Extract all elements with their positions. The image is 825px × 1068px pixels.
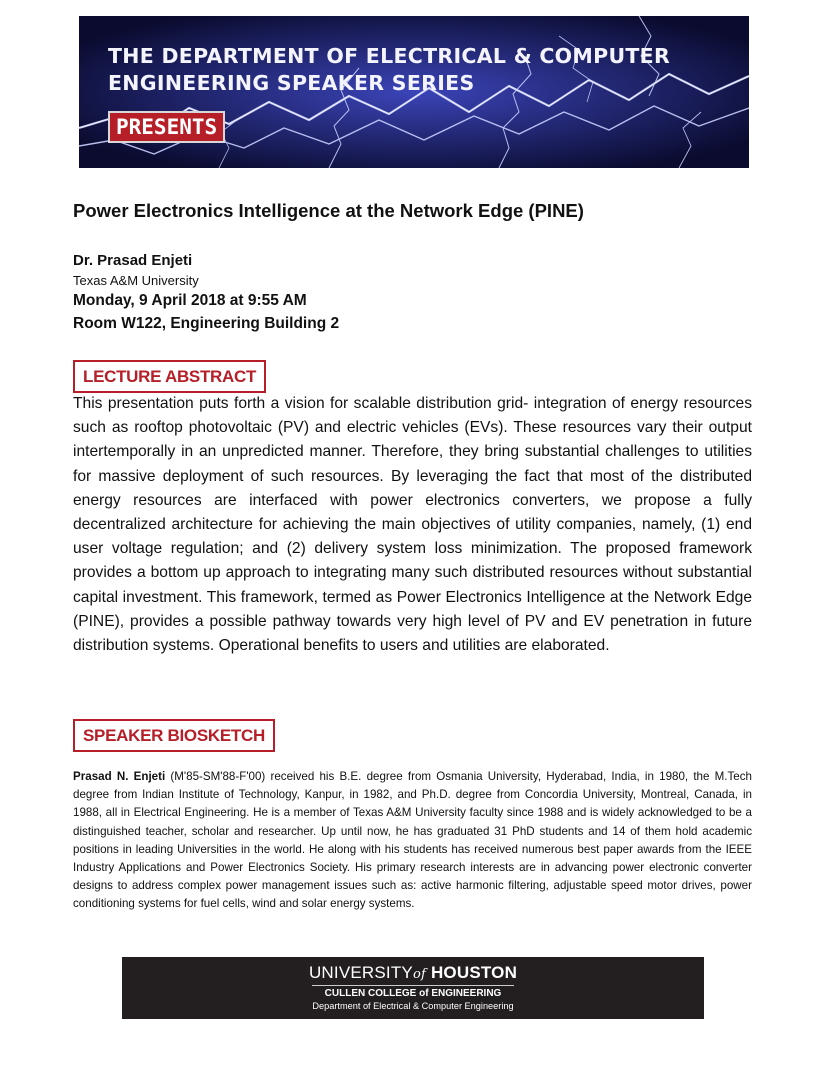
university-wordmark	[122, 963, 704, 983]
event-datetime: Monday, 9 April 2018 at 9:55 AM	[73, 292, 307, 309]
footer-divider	[312, 985, 514, 986]
talk-title: Power Electronics Intelligence at the Network Edge (PINE)	[73, 200, 584, 221]
biosketch-text	[73, 768, 752, 914]
abstract-heading: LECTURE ABSTRACT	[73, 360, 266, 393]
banner-title-line2: ENGINEERING SPEAKER SERIES	[108, 71, 475, 95]
speaker-name: Dr. Prasad Enjeti	[73, 252, 193, 269]
banner-title-line1: THE DEPARTMENT OF ELECTRICAL & COMPUTER	[108, 44, 671, 68]
speaker-affiliation: Texas A&M University	[73, 273, 199, 288]
biosketch-body: (M'85-SM'88-F'00) received his B.E. degree from Osmania University, Hyderabad, India, in 1980, the M.Tech degree from Indian Institute of Technology, Kanpur, in 1982, and Ph.D. degree from Concordia University, Montreal, Canada, in 1988, all in Electrical Engineering. He is a member of Texas A&M University faculty since 1988 and is widely acknowledged to be a distinguished teacher, scholar and researcher. Up until now, he has graduated 31 PhD students and 14 of them hold academic positions in leading Universities in the world. He along with his students has received numerous best paper awards from the IEEE Industry Applications and Power Electronics Society. His primary research interests are in advancing power electronic converter designs to address complex power management issues such as: active harmonic filtering, adjustable speed motor drives, power conditioning systems for fuel cells, wind and solar energy systems.	[73, 770, 752, 911]
biosketch-name: Prasad N. Enjeti	[73, 770, 166, 783]
wordmark-houston: HOUSTON	[430, 963, 518, 982]
wordmark-of: of	[412, 967, 427, 982]
university-footer-logo	[122, 957, 704, 1019]
event-room: Room W122, Engineering Building 2	[73, 315, 340, 332]
presents-label: PRESENTS	[108, 111, 225, 143]
speaker-series-banner	[79, 16, 749, 168]
wordmark-university: UNIVERSITY	[308, 963, 413, 982]
college-name: CULLEN COLLEGE of ENGINEERING	[324, 988, 502, 999]
abstract-text: This presentation puts forth a vision for scalable distribution grid- integration of energy resources such as rooftop photovoltaic (PV) and electric vehicles (EVs). These resources vary their output intertemporally in an unpredicted manner. Therefore, they bring substantial challenges to utilities for massive deployment of such resources. By leveraging the fact that most of the distributed energy resources are interfaced with power electronics converters, we propose a fully decentralized architecture for achieving the main objectives of utility companies, namely, (1) end user voltage regulation; and (2) delivery system loss minimization. The proposed framework provides a bottom up approach to integrating many such distributed resources without substantial capital investment. This framework, termed as Power Electronics Intelligence at the Network Edge (PINE), provides a possible pathway towards very high level of PV and EV penetration in future distribution systems. Operational benefits to users and utilities are elaborated.	[73, 395, 752, 655]
biosketch-heading: SPEAKER BIOSKETCH	[73, 719, 275, 752]
department-name: Department of Electrical & Computer Engineering	[312, 1001, 514, 1011]
